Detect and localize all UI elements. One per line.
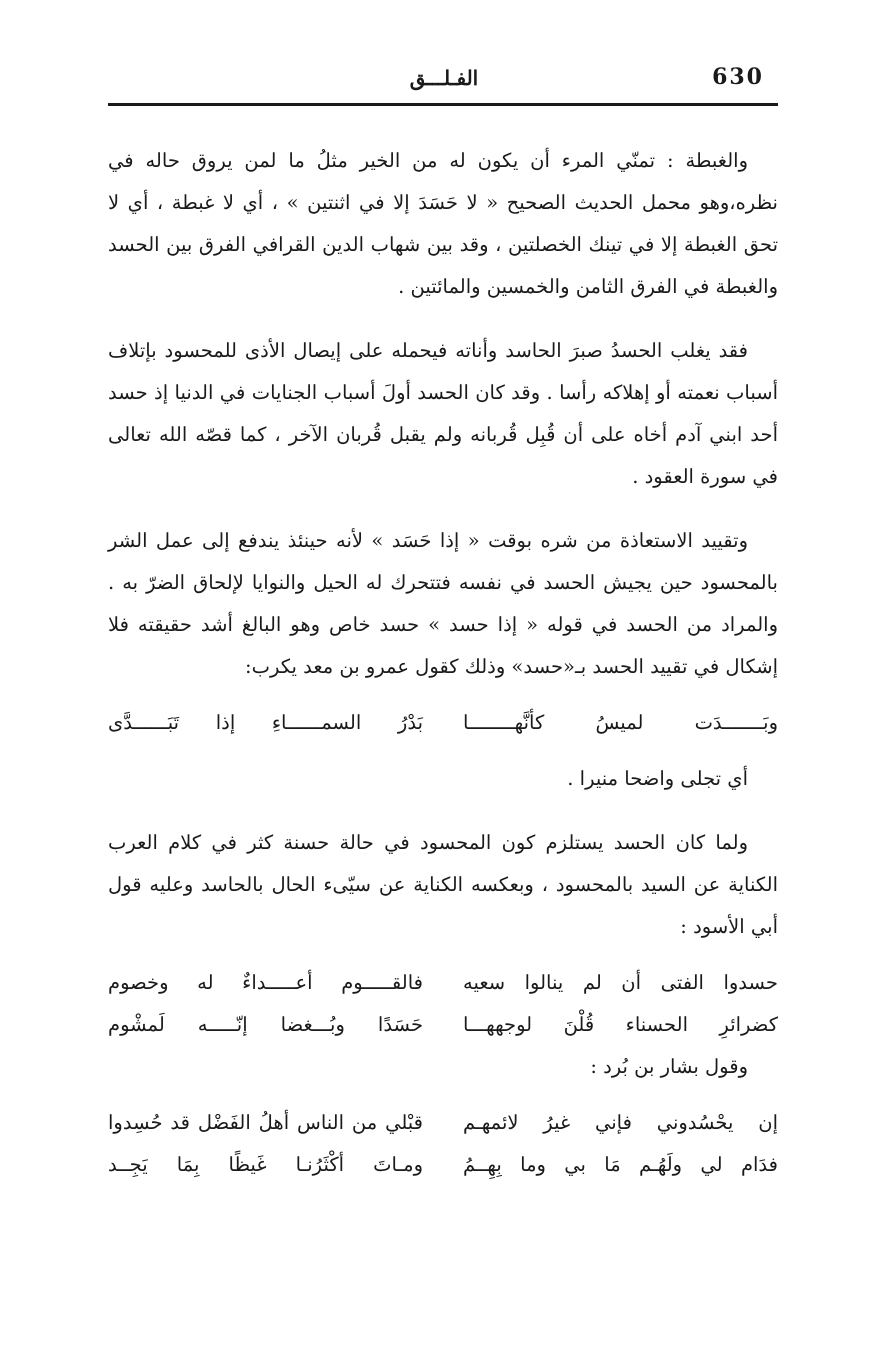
verse-line <box>108 962 778 1004</box>
verse-second-hemistich: فالقـــــوم أعـــــداءٌ له وخصوم <box>108 971 423 994</box>
verse-first-hemistich: وبَـــــــدَت لميسُ كأنَّهــــــــا <box>463 711 778 734</box>
body-text <box>108 140 778 1186</box>
paragraph-envy-harm: فقد يغلب الحسدُ صبرَ الحاسد وأناته فيحمله على إيصال الأذى للمحسود بإتلاف أسباب نعمته أو إهلاكه رأسا . وقد كان الحسد أولَ أسباب الجنايات في الدنيا إذ حسد أحد ابني آدم أخاه على أن قُبِل قُربانه ولم يقبل قُربان الآخر ، كما قصّه الله تعالى في سورة العقود . <box>108 339 778 488</box>
verse-second-hemistich: ومـاتَ أكْثَرُنـا غَيظًا بِمَا يَجِــد <box>108 1153 423 1176</box>
paragraph-ghibta: والغبطة : تمنّي المرء أن يكون له من الخير مثلُ ما لمن يروق حاله في نظره،وهو محمل الحديث الصحيح « لا حَسَدَ إلا في اثنتين » ، أي لا غبطة ، أي لا تحق الغبطة إلا في تينك الخصلتين ، وقد بين شهاب الدين القرافي الفرق بين الحسد والغبطة في الفرق الثامن والخمسين والمائتين . <box>108 149 778 298</box>
paragraph-kinaya: ولما كان الحسد يستلزم كون المحسود في حالة حسنة كثر في كلام العرب الكناية عن السيد بالمحسود ، وبعكسه الكناية عن سيّىء الحال بالحاسد وعليه قول أبي الأسود : <box>108 831 778 938</box>
header-rule <box>108 103 778 106</box>
verse-second-hemistich: بَدْرُ السمــــــاءِ إذا تَبَــــــدَّى <box>108 711 423 734</box>
verse-first-hemistich: فدَام لي ولَهُـم مَا بي وما بِهِــمُ <box>463 1153 778 1176</box>
page-header <box>108 62 780 102</box>
verse-line <box>108 1144 778 1186</box>
verse-first-hemistich: كضرائرِ الحسناء قُلْنَ لوجههـــا <box>463 1013 778 1036</box>
verse-first-hemistich: حسدوا الفتى أن لم ينالوا سعيه <box>463 971 778 994</box>
verse-line <box>108 702 778 744</box>
verse-line <box>108 1102 778 1144</box>
verse-first-hemistich: إن يحْسُدوني فإني غيرُ لائمهـم <box>463 1111 778 1134</box>
paragraph-explanation: أي تجلى واضحا منيرا . <box>567 767 748 790</box>
verse-second-hemistich: قبْلي من الناس أهلُ الفَضْل قد حُسِدوا <box>108 1111 423 1134</box>
verse-line <box>108 1004 778 1046</box>
running-title: الفـلـــق <box>409 66 479 90</box>
paragraph-restriction: وتقييد الاستعاذة من شره بوقت « إذا حَسَد » لأنه حينئذ يندفع إلى عمل الشر بالمحسود حين يجيش الحسد في نفسه فتتحرك له الحيل والنوايا لإلحاق الضرّ به . والمراد من الحسد في قوله « إذا حسد » حسد خاص وهو البالغ أشد حقيقته فلا إشكال في تقييد الحسد بـ«حسد» وذلك كقول عمرو بن معد يكرب: <box>108 529 778 678</box>
verse-introduction: وقول بشار بن بُرد : <box>590 1055 748 1078</box>
page-number: 630 <box>712 64 764 90</box>
verse-second-hemistich: حَسَدًا وبُـــغضا إنّـــــه لَمشْوم <box>108 1013 423 1036</box>
